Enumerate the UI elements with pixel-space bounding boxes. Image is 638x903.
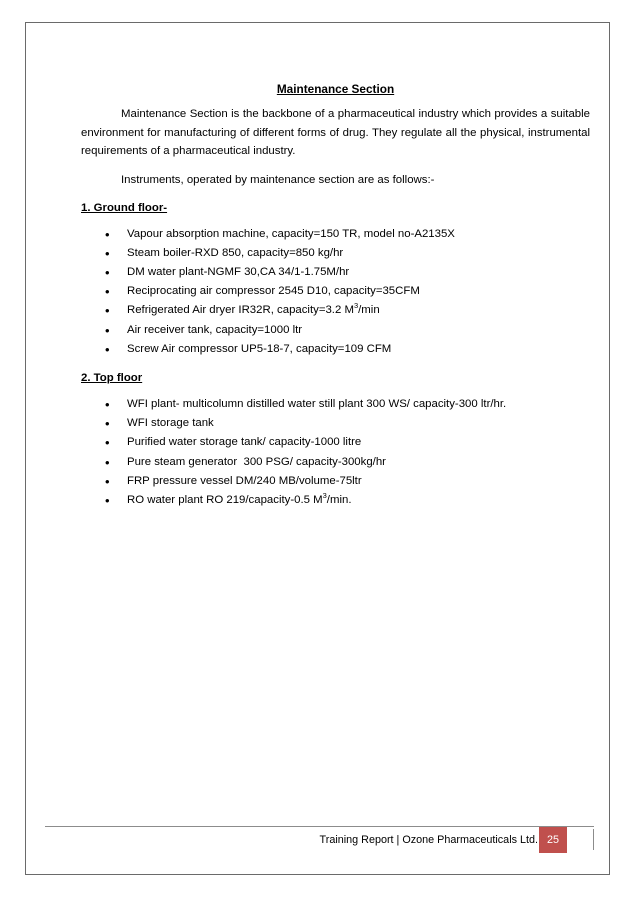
instruments-intro: Instruments, operated by maintenance section are as follows:-	[121, 173, 435, 186]
list-item-suffix: /min.	[326, 493, 352, 506]
list-item-suffix: /min	[358, 304, 380, 317]
list-item	[81, 414, 590, 433]
list-item	[81, 321, 590, 340]
list-item-text: WFI storage tank	[127, 417, 214, 430]
list-item-text: FRP pressure vessel DM/240 MB/volume-75ltr	[127, 474, 362, 487]
list-item	[81, 433, 590, 452]
list-item	[81, 453, 590, 472]
section-heading-ground-floor: 1. Ground floor-	[81, 201, 168, 214]
superscript: 3	[353, 301, 359, 311]
document-body	[81, 80, 590, 520]
footer-divider	[45, 826, 594, 827]
list-item-text: Reciprocating air compressor 2545 D10, capacity=35CFM	[127, 285, 420, 298]
list-item	[81, 282, 590, 301]
list-item-text: Pure steam generator 300 PSG/ capacity-300kg/hr	[127, 455, 386, 468]
footer-divider-vertical	[593, 829, 594, 850]
footer-text: Training Report | Ozone Pharmaceuticals Ltd.	[319, 834, 538, 846]
section-heading-top-floor: 2. Top floor	[81, 371, 143, 384]
list-item	[81, 244, 590, 263]
list-item	[81, 491, 590, 510]
list-item-text: DM water plant-NGMF 30,CA 34/1-1.75M/hr	[127, 265, 350, 278]
top-floor-list	[81, 395, 590, 510]
list-item-text: Steam boiler-RXD 850, capacity=850 kg/hr	[127, 246, 344, 259]
list-item-text: Air receiver tank, capacity=1000 ltr	[127, 323, 303, 336]
list-item-text: Purified water storage tank/ capacity-1000 litre	[127, 436, 362, 449]
page-number-badge: 25	[539, 827, 567, 853]
list-item-text: Vapour absorption machine, capacity=150 TR, model no-A2135X	[127, 227, 455, 240]
list-item	[81, 301, 590, 320]
list-item-text: Screw Air compressor UP5-18-7, capacity=109 CFM	[127, 342, 392, 355]
list-item	[81, 472, 590, 491]
list-item-text: RO water plant RO 219/capacity-0.5 M	[127, 493, 323, 506]
list-item	[81, 340, 590, 359]
superscript: 3	[322, 490, 327, 500]
list-item-text: Refrigerated Air dryer IR32R, capacity=3.2 M	[127, 304, 354, 317]
list-item	[81, 263, 590, 282]
list-item-text: WFI plant- multicolumn distilled water still plant 300 WS/ capacity-300 ltr/hr.	[127, 397, 507, 410]
intro-paragraph: Maintenance Section is the backbone of a pharmaceutical industry which provides a suitable environment for manufacturing of different forms of drug. They regulate all the physical, instrumental requirements of a pharmaceutical industry.	[81, 108, 590, 157]
list-item	[81, 225, 590, 244]
page-title: Maintenance Section	[276, 82, 395, 96]
list-item	[81, 395, 590, 414]
ground-floor-list	[81, 225, 590, 359]
